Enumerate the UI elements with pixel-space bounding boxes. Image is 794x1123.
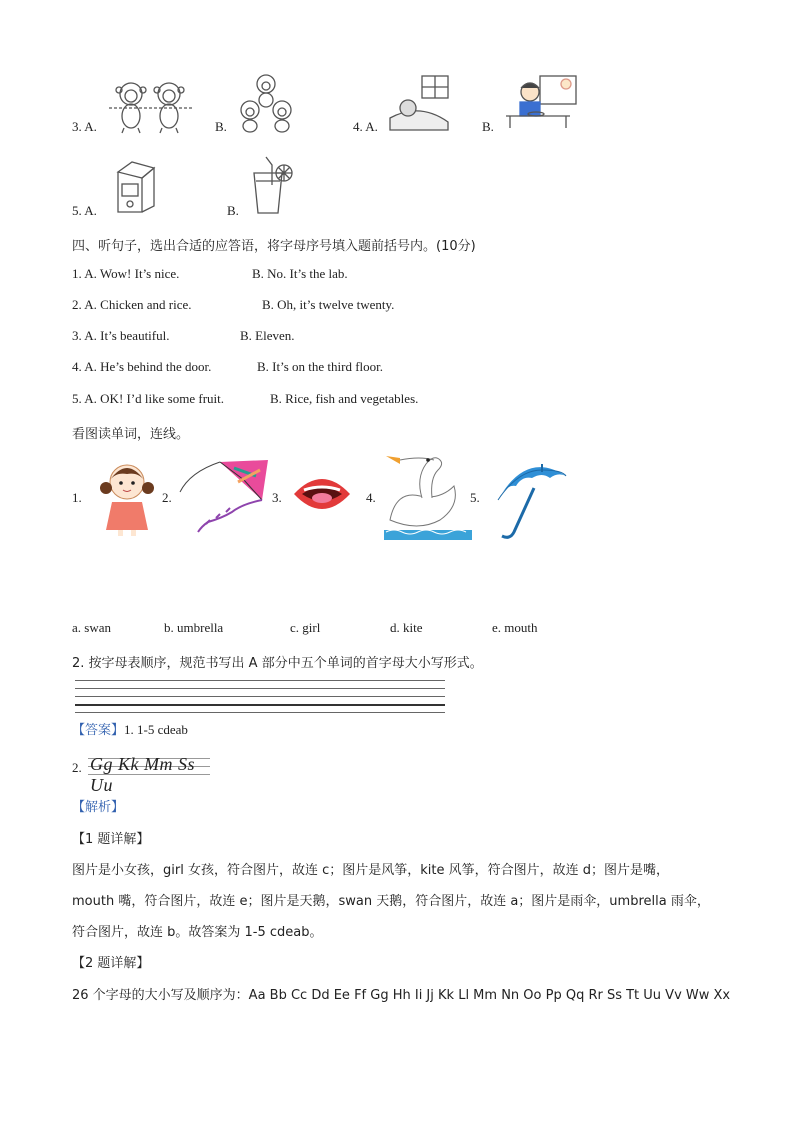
- q2-instruction: 2. 按字母表顺序，规范书写出 A 部分中五个单词的首字母大小写形式。: [72, 656, 483, 671]
- juice-glass-picture: [246, 155, 298, 217]
- s4-item5-b: B. Rice, fish and vegetables.: [270, 391, 419, 406]
- detail1-title: 【1 题详解】: [72, 832, 150, 847]
- q3-option-b-label: B.: [215, 119, 227, 134]
- handwriting-answer: [88, 752, 210, 795]
- q4-option-a-label: 4. A.: [353, 119, 378, 134]
- word-umbrella: b. umbrella: [164, 620, 224, 635]
- match-number-5: 5.: [470, 490, 480, 505]
- monkeys-picture: [105, 78, 197, 134]
- detail1-line3: 符合图片，故连 b。故答案为 1-5 cdeab。: [72, 925, 323, 940]
- q4-option-b-label: B.: [482, 119, 494, 134]
- answer-line1: [72, 722, 188, 739]
- word-mouth: e. mouth: [492, 620, 538, 635]
- detail1-line1: 图片是小女孩，girl 女孩，符合图片，故连 c；图片是风筝，kite 风筝，符合图片，故连 d；图片是嘴，: [72, 863, 669, 878]
- section4-title: 四、听句子，选出合适的应答语，将字母序号填入题前括号内。(10分): [72, 239, 476, 254]
- answer-value-1: 1. 1-5 cdeab: [124, 722, 188, 737]
- s4-item2-b: B. Oh, it’s twelve twenty.: [262, 297, 395, 312]
- s4-item3-a: 3. A. It’s beautiful.: [72, 328, 170, 343]
- s4-item4-a: 4. A. He’s behind the door.: [72, 359, 212, 374]
- s4-item3-b: B. Eleven.: [240, 328, 295, 343]
- answer-tag: 【答案】: [72, 723, 125, 738]
- kite-picture: [176, 456, 272, 536]
- s4-item5-a: 5. A. OK! I’d like some fruit.: [72, 391, 225, 406]
- milk-carton-picture: [108, 158, 164, 218]
- girl-picture: [96, 458, 158, 538]
- s4-item1-a: 1. A. Wow! It’s nice.: [72, 266, 180, 281]
- detail1-line2: mouth 嘴，符合图片，故连 e；图片是天鹅，swan 天鹅，符合图片，故连 a；图片是雨伞，umbrella 雨伞，: [72, 894, 710, 909]
- three-monkeys-picture: [236, 72, 296, 134]
- answer-line2-number: 2.: [72, 760, 82, 775]
- match-number-2: 2.: [162, 490, 172, 505]
- s4-item4-b: B. It’s on the third floor.: [257, 359, 384, 374]
- boy-eating-picture: [500, 70, 580, 130]
- word-swan: a. swan: [72, 620, 111, 635]
- s4-item2-a: 2. A. Chicken and rice.: [72, 297, 192, 312]
- word-girl: c. girl: [290, 620, 321, 635]
- mouth-picture: [290, 470, 354, 518]
- q5-option-a-label: 5. A.: [72, 203, 97, 218]
- match-number-1: 1.: [72, 490, 82, 505]
- word-kite: d. kite: [390, 620, 423, 635]
- detail2-line: 26 个字母的大小写及顺序为：Aa Bb Cc Dd Ee Ff Gg Hh Ii Jj Kk Ll Mm Nn Oo Pp Qq Rr Ss Tt Uu Vv Ww Xx: [72, 988, 731, 1003]
- analysis-tag: 【解析】: [72, 800, 125, 815]
- swan-picture: [382, 450, 474, 544]
- detail2-title: 【2 题详解】: [72, 956, 150, 971]
- handwriting-letters: Gg Kk Mm Ss Uu: [90, 754, 195, 795]
- match-number-4: 4.: [366, 490, 376, 505]
- match-title: 看图读单词，连线。: [72, 427, 190, 442]
- match-number-3: 3.: [272, 490, 282, 505]
- q5-option-b-label: B.: [227, 203, 239, 218]
- umbrella-picture: [494, 458, 570, 546]
- q3-option-a-label: 3. A.: [72, 119, 97, 134]
- sleeping-boy-picture: [386, 72, 452, 132]
- s4-item1-b: B. No. It’s the lab.: [252, 266, 348, 281]
